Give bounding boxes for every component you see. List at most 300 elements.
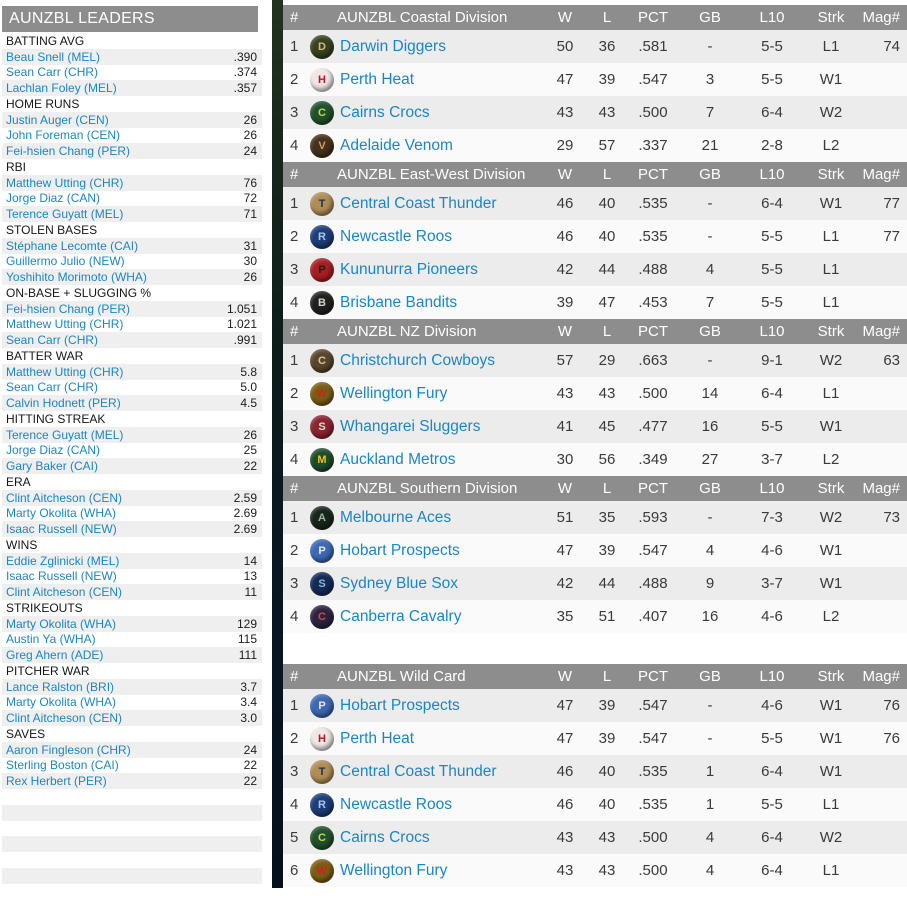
stat-w: 39 xyxy=(543,294,587,311)
rank-cell: 4 xyxy=(283,796,307,813)
team-link[interactable]: Newcastle Roos xyxy=(340,228,452,245)
col-magic-number: Mag# xyxy=(859,323,907,340)
stat-gb: 7 xyxy=(679,104,741,121)
division-title: AUNZBL East-West Division xyxy=(337,166,543,183)
player-link[interactable]: Lachlan Foley (MEL) xyxy=(2,81,234,95)
logo-cell xyxy=(307,35,337,59)
leaders-panel-title: AUNZBL LEADERS xyxy=(2,6,258,32)
stat-l: 56 xyxy=(587,451,627,468)
stat-gb: - xyxy=(679,352,741,369)
team-link[interactable]: Cairns Crocs xyxy=(340,829,430,846)
rank-cell: 4 xyxy=(283,294,307,311)
logo-cell xyxy=(307,448,337,472)
stat-w: 50 xyxy=(543,38,587,55)
stat-l10: 3-7 xyxy=(741,575,803,592)
player-link[interactable]: Eddie Zglinicki (MEL) xyxy=(2,554,244,568)
stat-w: 35 xyxy=(543,608,587,625)
col-gb: GB xyxy=(679,323,741,340)
player-link[interactable]: Lance Ralston (BRI) xyxy=(2,680,240,694)
stat-section-title: BATTING AVG xyxy=(2,34,84,48)
player-link[interactable]: Sean Carr (CHR) xyxy=(2,65,234,79)
stat-l10: 5-5 xyxy=(741,38,803,55)
player-link[interactable]: Calvin Hodnett (PER) xyxy=(2,396,240,410)
team-link[interactable]: Christchurch Cowboys xyxy=(340,352,495,369)
stat-strk: L2 xyxy=(803,608,859,625)
leader-row xyxy=(2,427,262,443)
stat-mag: 63 xyxy=(859,352,907,369)
leader-row xyxy=(2,632,262,648)
stat-l10: 3-7 xyxy=(741,451,803,468)
stat-w: 46 xyxy=(543,763,587,780)
player-value: .390 xyxy=(234,50,262,64)
stat-gb: - xyxy=(679,697,741,714)
stat-pct: .593 xyxy=(627,509,679,526)
stat-w: 47 xyxy=(543,730,587,747)
team-logo-icon: B xyxy=(310,291,334,315)
stat-l: 44 xyxy=(587,261,627,278)
player-link[interactable]: Justin Auger (CEN) xyxy=(2,113,244,127)
stat-strk: W1 xyxy=(803,697,859,714)
leader-row xyxy=(2,647,262,663)
player-value: 22 xyxy=(244,758,262,772)
stat-l10: 6-4 xyxy=(741,195,803,212)
player-value: 129 xyxy=(237,617,262,631)
player-link[interactable]: Sterling Boston (CAI) xyxy=(2,758,244,772)
rank-cell: 3 xyxy=(283,261,307,278)
player-value: 11 xyxy=(245,585,262,599)
stat-gb: 21 xyxy=(679,137,741,154)
stat-w: 42 xyxy=(543,261,587,278)
stat-l10: 9-1 xyxy=(741,352,803,369)
leader-row xyxy=(2,569,262,585)
rank-cell: 3 xyxy=(283,575,307,592)
col-rank: # xyxy=(283,323,307,340)
stat-pct: .547 xyxy=(627,71,679,88)
player-value: 72 xyxy=(244,191,262,205)
leaders-rows xyxy=(2,33,262,899)
player-link[interactable]: Aaron Fingleson (CHR) xyxy=(2,743,244,757)
logo-cell xyxy=(307,68,337,92)
team-name-cell xyxy=(337,697,543,715)
stat-w: 47 xyxy=(543,71,587,88)
team-link[interactable]: Hobart Prospects xyxy=(340,697,460,714)
team-row xyxy=(283,377,907,410)
player-link[interactable]: Greg Ahern (ADE) xyxy=(2,648,239,662)
empty-row xyxy=(2,868,262,884)
player-link[interactable]: Stéphane Lecomte (CAI) xyxy=(2,239,244,253)
stat-strk: L1 xyxy=(803,294,859,311)
col-pct: PCT xyxy=(627,480,679,497)
stat-l: 39 xyxy=(587,697,627,714)
empty-row xyxy=(2,821,262,837)
col-streak: Strk xyxy=(803,668,859,685)
team-name-cell xyxy=(337,104,543,122)
logo-cell xyxy=(307,291,337,315)
player-link[interactable]: Beau Snell (MEL) xyxy=(2,50,234,64)
leader-row xyxy=(2,521,262,537)
rank-cell: 6 xyxy=(283,862,307,879)
player-value: .991 xyxy=(234,333,262,347)
col-gb: GB xyxy=(679,166,741,183)
logo-cell xyxy=(307,539,337,563)
stat-pct: .500 xyxy=(627,829,679,846)
stat-l10: 5-5 xyxy=(741,730,803,747)
team-row xyxy=(283,286,907,319)
logo-cell xyxy=(307,727,337,751)
player-link[interactable]: Matthew Utting (CHR) xyxy=(2,176,244,190)
stat-section-row xyxy=(2,537,262,553)
stat-pct: .535 xyxy=(627,228,679,245)
team-name-cell xyxy=(337,829,543,847)
player-value: 5.8 xyxy=(240,365,262,379)
player-link[interactable]: Marty Okolita (WHA) xyxy=(2,695,240,709)
team-row xyxy=(283,253,907,286)
team-link[interactable]: Kununurra Pioneers xyxy=(340,261,478,278)
stat-l: 47 xyxy=(587,294,627,311)
team-row xyxy=(283,600,907,633)
player-value: 3.4 xyxy=(240,695,262,709)
leader-row xyxy=(2,128,262,144)
stat-section-title: RBI xyxy=(2,160,26,174)
player-value: 2.59 xyxy=(234,491,262,505)
player-value: 1.051 xyxy=(227,302,262,316)
player-link[interactable]: Terence Guyatt (MEL) xyxy=(2,428,244,442)
stat-gb: 4 xyxy=(679,261,741,278)
col-l10: L10 xyxy=(741,668,803,685)
stat-l: 43 xyxy=(587,829,627,846)
logo-cell xyxy=(307,349,337,373)
team-logo-icon: S xyxy=(310,415,334,439)
team-logo-icon: W xyxy=(310,382,334,406)
stat-gb: 9 xyxy=(679,575,741,592)
logo-cell xyxy=(307,572,337,596)
stat-strk: W1 xyxy=(803,763,859,780)
col-wins: W xyxy=(543,668,587,685)
stat-section-row xyxy=(2,348,262,364)
player-value: 26 xyxy=(244,128,262,142)
team-link[interactable]: Central Coast Thunder xyxy=(340,195,497,212)
team-link[interactable]: Canberra Cavalry xyxy=(340,608,461,625)
stat-l10: 5-5 xyxy=(741,294,803,311)
stat-section-row xyxy=(2,159,262,175)
stat-w: 51 xyxy=(543,509,587,526)
stat-gb: 3 xyxy=(679,71,741,88)
player-value: 26 xyxy=(244,428,262,442)
leader-row xyxy=(2,490,262,506)
player-link[interactable]: Terence Guyatt (MEL) xyxy=(2,207,244,221)
player-value: 3.0 xyxy=(240,711,262,725)
team-logo-icon: H xyxy=(310,727,334,751)
player-link[interactable]: Fei-hsien Chang (PER) xyxy=(2,144,244,158)
rank-cell: 2 xyxy=(283,71,307,88)
stat-pct: .547 xyxy=(627,730,679,747)
stat-l: 36 xyxy=(587,38,627,55)
logo-cell xyxy=(307,760,337,784)
team-logo-icon: C xyxy=(310,605,334,629)
col-l10: L10 xyxy=(741,323,803,340)
stat-section-title: ON-BASE + SLUGGING % xyxy=(2,286,151,300)
stat-strk: W1 xyxy=(803,575,859,592)
rank-cell: 2 xyxy=(283,730,307,747)
team-row xyxy=(283,96,907,129)
rank-cell: 3 xyxy=(283,763,307,780)
stat-pct: .500 xyxy=(627,104,679,121)
player-link[interactable]: Guillermo Julio (NEW) xyxy=(2,254,244,268)
logo-cell xyxy=(307,192,337,216)
stat-section-title: HOME RUNS xyxy=(2,97,79,111)
stat-l10: 5-5 xyxy=(741,228,803,245)
stat-l10: 5-5 xyxy=(741,261,803,278)
rank-cell: 1 xyxy=(283,509,307,526)
team-name-cell xyxy=(337,352,543,370)
col-losses: L xyxy=(587,9,627,26)
stat-gb: 4 xyxy=(679,542,741,559)
stat-section-row xyxy=(2,96,262,112)
player-link[interactable]: Sean Carr (CHR) xyxy=(2,380,240,394)
team-logo-icon: W xyxy=(310,859,334,883)
stat-pct: .453 xyxy=(627,294,679,311)
player-value: 13 xyxy=(244,569,262,583)
stat-section-row xyxy=(2,33,262,49)
stat-section-title: PITCHER WAR xyxy=(2,664,90,678)
stat-gb: - xyxy=(679,228,741,245)
stat-strk: W2 xyxy=(803,829,859,846)
rank-cell: 4 xyxy=(283,451,307,468)
stat-w: 46 xyxy=(543,228,587,245)
col-pct: PCT xyxy=(627,166,679,183)
player-link[interactable]: Gary Baker (CAI) xyxy=(2,459,244,473)
team-link[interactable]: Central Coast Thunder xyxy=(340,763,497,780)
player-value: 4.5 xyxy=(240,396,262,410)
empty-row xyxy=(2,805,262,821)
stat-l10: 7-3 xyxy=(741,509,803,526)
col-pct: PCT xyxy=(627,668,679,685)
team-row xyxy=(283,410,907,443)
team-link[interactable]: Perth Heat xyxy=(340,71,414,88)
stat-l: 39 xyxy=(587,542,627,559)
stat-gb: 7 xyxy=(679,294,741,311)
stat-pct: .663 xyxy=(627,352,679,369)
division-header xyxy=(283,162,907,187)
team-link[interactable]: Brisbane Bandits xyxy=(340,294,457,311)
stat-pct: .547 xyxy=(627,697,679,714)
team-link[interactable]: Newcastle Roos xyxy=(340,796,452,813)
logo-cell xyxy=(307,101,337,125)
stat-w: 46 xyxy=(543,796,587,813)
team-link[interactable]: Whangarei Sluggers xyxy=(340,418,480,435)
stat-mag: 73 xyxy=(859,509,907,526)
stat-l10: 6-4 xyxy=(741,385,803,402)
stat-gb: 14 xyxy=(679,385,741,402)
stat-strk: W1 xyxy=(803,418,859,435)
player-value: 2.69 xyxy=(234,506,262,520)
player-link[interactable]: Isaac Russell (NEW) xyxy=(2,522,234,536)
team-link[interactable]: Sydney Blue Sox xyxy=(340,575,458,592)
rank-cell: 5 xyxy=(283,829,307,846)
stat-gb: - xyxy=(679,38,741,55)
stat-strk: W2 xyxy=(803,509,859,526)
team-link[interactable]: Perth Heat xyxy=(340,730,414,747)
stat-gb: 4 xyxy=(679,829,741,846)
leader-row xyxy=(2,395,262,411)
stat-pct: .535 xyxy=(627,195,679,212)
col-losses: L xyxy=(587,323,627,340)
player-value: 5.0 xyxy=(240,380,262,394)
team-name-cell xyxy=(337,137,543,155)
team-name-cell xyxy=(337,294,543,312)
division-header xyxy=(283,319,907,344)
stat-l10: 4-6 xyxy=(741,697,803,714)
stat-w: 30 xyxy=(543,451,587,468)
rank-cell: 1 xyxy=(283,38,307,55)
stat-strk: L1 xyxy=(803,228,859,245)
player-link[interactable]: Clint Aitcheson (CEN) xyxy=(2,585,245,599)
leader-row xyxy=(2,317,262,333)
player-link[interactable]: Clint Aitcheson (CEN) xyxy=(2,711,240,725)
player-value: 115 xyxy=(238,632,262,646)
player-link[interactable]: Matthew Utting (CHR) xyxy=(2,317,227,331)
col-losses: L xyxy=(587,668,627,685)
stat-l10: 5-5 xyxy=(741,418,803,435)
stat-pct: .337 xyxy=(627,137,679,154)
stat-section-title: STRIKEOUTS xyxy=(2,601,83,615)
team-logo-icon: V xyxy=(310,134,334,158)
logo-cell xyxy=(307,694,337,718)
leader-row xyxy=(2,301,262,317)
player-link[interactable]: Clint Aitcheson (CEN) xyxy=(2,491,234,505)
stat-l: 57 xyxy=(587,137,627,154)
division-header xyxy=(283,664,907,689)
player-value: 24 xyxy=(244,144,262,158)
team-name-cell xyxy=(337,542,543,560)
team-logo-icon: R xyxy=(310,793,334,817)
stat-w: 29 xyxy=(543,137,587,154)
player-link[interactable]: Yoshihito Morimoto (WHA) xyxy=(2,270,244,284)
team-link[interactable]: Hobart Prospects xyxy=(340,542,460,559)
logo-cell xyxy=(307,793,337,817)
player-link[interactable]: Isaac Russell (NEW) xyxy=(2,569,244,583)
stat-section-row xyxy=(2,411,262,427)
leader-row xyxy=(2,553,262,569)
stat-w: 43 xyxy=(543,104,587,121)
team-link[interactable]: Melbourne Aces xyxy=(340,509,451,526)
team-name-cell xyxy=(337,195,543,213)
player-value: 111 xyxy=(239,648,262,662)
team-logo-icon: R xyxy=(310,225,334,249)
team-name-cell xyxy=(337,575,543,593)
team-row xyxy=(283,187,907,220)
empty-row xyxy=(2,836,262,852)
col-streak: Strk xyxy=(803,480,859,497)
col-wins: W xyxy=(543,323,587,340)
player-link[interactable]: Marty Okolita (WHA) xyxy=(2,617,237,631)
player-link[interactable]: Jorge Diaz (CAN) xyxy=(2,191,244,205)
team-logo-icon: S xyxy=(310,572,334,596)
player-link[interactable]: Rex Herbert (PER) xyxy=(2,774,244,788)
rank-cell: 3 xyxy=(283,418,307,435)
stat-mag: 76 xyxy=(859,730,907,747)
stat-gb: - xyxy=(679,730,741,747)
leader-row xyxy=(2,49,262,65)
stat-pct: .349 xyxy=(627,451,679,468)
stat-l10: 6-4 xyxy=(741,862,803,879)
stat-w: 41 xyxy=(543,418,587,435)
team-logo-icon: C xyxy=(310,349,334,373)
stat-section-row xyxy=(2,222,262,238)
team-name-cell xyxy=(337,509,543,527)
stat-w: 42 xyxy=(543,575,587,592)
leader-row xyxy=(2,584,262,600)
stat-w: 57 xyxy=(543,352,587,369)
team-link[interactable]: Darwin Diggers xyxy=(340,38,446,55)
player-value: 26 xyxy=(244,113,262,127)
stat-gb: - xyxy=(679,509,741,526)
stat-l10: 2-8 xyxy=(741,137,803,154)
team-row xyxy=(283,722,907,755)
stat-w: 43 xyxy=(543,862,587,879)
team-link[interactable]: Auckland Metros xyxy=(340,451,455,468)
player-value: 71 xyxy=(244,207,262,221)
team-row xyxy=(283,443,907,476)
player-value: 1.021 xyxy=(227,317,262,331)
player-value: .357 xyxy=(234,81,262,95)
player-value: 22 xyxy=(244,774,262,788)
team-name-cell xyxy=(337,608,543,626)
player-link[interactable]: Austin Ya (WHA) xyxy=(2,632,238,646)
stat-w: 46 xyxy=(543,195,587,212)
stat-pct: .477 xyxy=(627,418,679,435)
stat-l: 35 xyxy=(587,509,627,526)
stat-l: 40 xyxy=(587,763,627,780)
stat-gb: 27 xyxy=(679,451,741,468)
team-link[interactable]: Wellington Fury xyxy=(340,862,447,879)
player-link[interactable]: Matthew Utting (CHR) xyxy=(2,365,240,379)
stat-strk: L1 xyxy=(803,38,859,55)
col-rank: # xyxy=(283,9,307,26)
team-name-cell xyxy=(337,38,543,56)
team-name-cell xyxy=(337,261,543,279)
stat-l: 40 xyxy=(587,796,627,813)
player-link[interactable]: Sean Carr (CHR) xyxy=(2,333,234,347)
player-link[interactable]: Jorge Diaz (CAN) xyxy=(2,443,244,457)
leader-row xyxy=(2,380,262,396)
stat-l10: 5-5 xyxy=(741,71,803,88)
player-link[interactable]: John Foreman (CEN) xyxy=(2,128,244,142)
stat-strk: W2 xyxy=(803,104,859,121)
team-link[interactable]: Adelaide Venom xyxy=(340,137,453,154)
player-link[interactable]: Fei-hsien Chang (PER) xyxy=(2,302,227,316)
stat-pct: .407 xyxy=(627,608,679,625)
logo-cell xyxy=(307,415,337,439)
team-logo-icon: M xyxy=(310,448,334,472)
player-link[interactable]: Marty Okolita (WHA) xyxy=(2,506,234,520)
col-rank: # xyxy=(283,668,307,685)
team-name-cell xyxy=(337,763,543,781)
col-pct: PCT xyxy=(627,9,679,26)
leader-row xyxy=(2,80,262,96)
logo-cell xyxy=(307,506,337,530)
stat-l10: 6-4 xyxy=(741,104,803,121)
rank-cell: 1 xyxy=(283,352,307,369)
stat-l10: 6-4 xyxy=(741,829,803,846)
team-link[interactable]: Cairns Crocs xyxy=(340,104,430,121)
team-link[interactable]: Wellington Fury xyxy=(340,385,447,402)
stat-section-row xyxy=(2,726,262,742)
stat-section-title: SAVES xyxy=(2,727,45,741)
standings-table xyxy=(283,5,907,162)
division-header xyxy=(283,5,907,30)
stat-mag: 77 xyxy=(859,228,907,245)
